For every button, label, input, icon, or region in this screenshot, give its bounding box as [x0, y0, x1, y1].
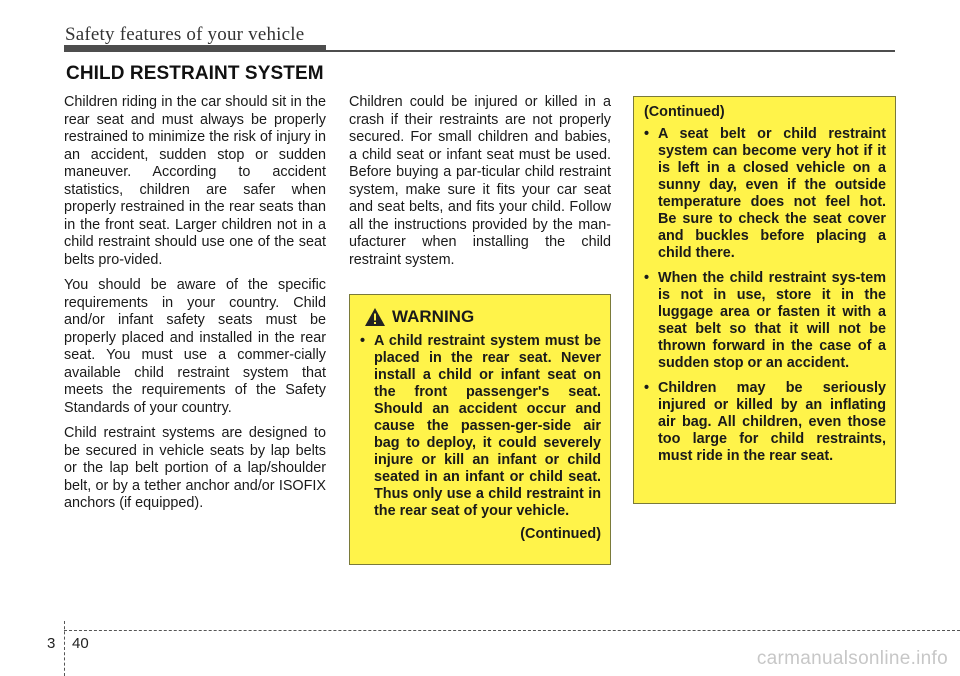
bullet: •: [644, 380, 650, 396]
bullet: •: [644, 126, 650, 142]
warning-triangle-icon: [364, 307, 386, 327]
continued-label: (Continued): [520, 526, 601, 542]
bullet: •: [360, 333, 366, 349]
list-item: • Children may be seriously injured or killed by an inflating air bag. All children, even those too large for child restraints, must ride in the rear seat.: [644, 380, 886, 464]
paragraph: Child restraint systems are designed to be secured in vehicle seats by lap belts or the lap belt portion of a lap/shoulder belt, or by a tether anchor and/or ISOFIX anchors (if equipped).: [64, 425, 326, 511]
warning-list: [644, 126, 886, 465]
paragraph: You should be aware of the specific requirements in your country. Child and/or infant safety seats must be properly placed and installed in the rear seat. You must use a commer-cially available child restraint system that meets the requirements of the Safety Standards of your country.: [64, 277, 326, 416]
page-number: 40: [72, 635, 89, 652]
header-title: Safety features of your vehicle: [65, 24, 305, 45]
footer-rule: [64, 630, 960, 631]
warning-box: [349, 294, 611, 565]
continued-label: (Continued): [644, 104, 725, 120]
header-bar: [64, 45, 326, 52]
warning-list: [360, 333, 601, 520]
warning-box-continued: [633, 96, 896, 504]
warning-heading: [364, 307, 601, 327]
section-heading: CHILD RESTRAINT SYSTEM: [66, 63, 324, 84]
list-item: • When the child restraint sys-tem is not in use, store it in the luggage area or fasten it with a seat belt so that it will not be thrown forward in the case of a sudden stop or an accident.: [644, 270, 886, 371]
header-rule: [326, 50, 895, 52]
paragraph: Children riding in the car should sit in the rear seat and must always be properly restrained to minimize the risk of injury in an accident, sudden stop or sudden maneuver. According to accident statistics, children are safer when properly restrained in the rear seats than in the front seat. Larger children not in a child restraint should use one of the seat belts pro-vided.: [64, 94, 326, 268]
column-2: [349, 94, 611, 277]
bullet: •: [644, 270, 650, 286]
paragraph: Children could be injured or killed in a crash if their restraints are not properly secured. For small children and babies, a child seat or infant seat must be used. Before buying a par-ticular child restraint system, make sure it fits your car seat and seat belts, and fits your child. Follow all the instructions provided by the man-ufacturer when installing the child restraint system.: [349, 94, 611, 268]
watermark: carmanualsonline.info: [756, 648, 948, 669]
column-1: [64, 94, 326, 521]
footer-divider: [64, 621, 65, 676]
chapter-number: 3: [47, 635, 56, 652]
list-item: • A seat belt or child restraint system can become very hot if it is left in a closed vehicle on a sunny day, even if the outside temperature does not feel hot. Be sure to check the seat cover and buckles before placing a child there.: [644, 126, 886, 261]
list-item: • A child restraint system must be placed in the rear seat. Never install a child or infant seat on the front passenger's seat. Should an accident occur and cause the passen-ger-side air bag to deploy, it could severely injure or kill an infant or child seated in an infant or child seat. Thus only use a child restraint in the rear seat of your vehicle.: [360, 333, 601, 519]
warning-title: WARNING: [392, 307, 475, 326]
